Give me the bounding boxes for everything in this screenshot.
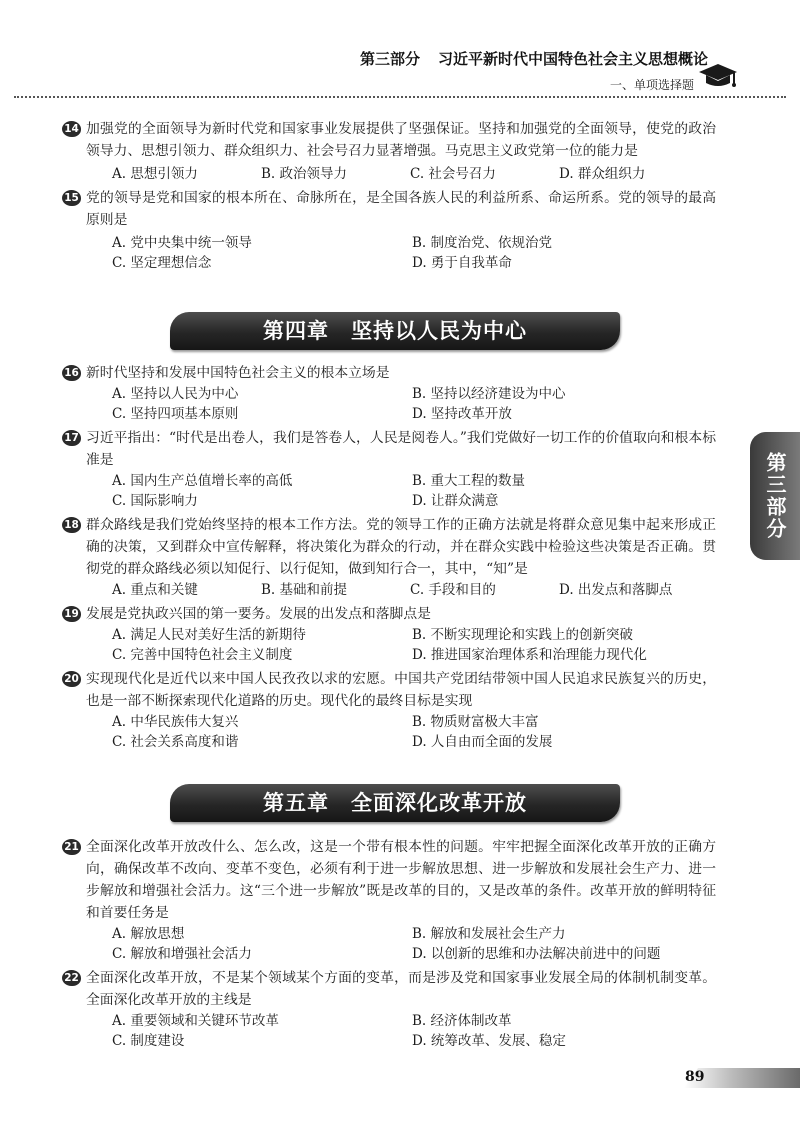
option-a[interactable]: A. 重要领域和关键环节改革 bbox=[112, 1013, 279, 1029]
graduation-cap-icon bbox=[698, 62, 738, 90]
header-title bbox=[360, 48, 708, 69]
question-text: 党的领导是党和国家的根本所在、命脉所在，是全国各族人民的利益所系、命运所系。党的领导的最高原则是 bbox=[86, 190, 716, 228]
chapter-label: 第五章 bbox=[263, 791, 329, 815]
option-b[interactable]: B. 重大工程的数量 bbox=[412, 473, 526, 489]
option-b[interactable]: B. 政治领导力 bbox=[261, 166, 348, 182]
option-d[interactable]: D. 以创新的思维和办法解决前进中的问题 bbox=[412, 946, 661, 962]
option-b[interactable]: B. 物质财富极大丰富 bbox=[412, 714, 539, 730]
option-c[interactable]: C. 国际影响力 bbox=[112, 493, 198, 509]
question-number-badge: 15 bbox=[62, 190, 81, 206]
option-c[interactable]: C. 坚定理想信念 bbox=[112, 255, 212, 271]
chapter-title: 全面深化改革开放 bbox=[351, 791, 527, 815]
option-a[interactable]: A. 国内生产总值增长率的高低 bbox=[112, 473, 293, 489]
option-d[interactable]: D. 群众组织力 bbox=[559, 166, 646, 182]
question-text: 发展是党执政兴国的第一要务。发展的出发点和落脚点是 bbox=[86, 606, 431, 622]
option-b[interactable]: B. 坚持以经济建设为中心 bbox=[412, 386, 566, 402]
question-text: 实现现代化是近代以来中国人民孜孜以求的宏愿。中国共产党团结带领中国人民追求民族复兴的历史，也是一部不断探索现代化道路的历史。现代化的最终目标是实现 bbox=[86, 671, 716, 709]
chapter-label: 第四章 bbox=[263, 319, 329, 343]
question-number-badge: 17 bbox=[62, 430, 81, 446]
question-19 bbox=[64, 603, 716, 665]
chapter-5-banner bbox=[170, 784, 620, 822]
option-a[interactable]: A. 重点和关键 bbox=[112, 582, 198, 598]
question-number-badge: 18 bbox=[62, 517, 81, 533]
option-c[interactable]: C. 解放和增强社会活力 bbox=[112, 946, 252, 962]
side-tab-part-three: 第三部分 bbox=[750, 432, 800, 560]
question-text: 加强党的全面领导为新时代党和国家事业发展提供了坚强保证。坚持和加强党的全面领导，使党的政治领导力、思想引领力、群众组织力、社会号召力显著增强。马克思主义政党第一位的能力是 bbox=[86, 121, 716, 159]
header-part: 第三部分 bbox=[359, 50, 420, 68]
option-d[interactable]: D. 出发点和落脚点 bbox=[559, 582, 673, 598]
question-block-3 bbox=[64, 836, 716, 1051]
option-a[interactable]: A. 满足人民对美好生活的新期待 bbox=[112, 627, 306, 643]
question-number-badge: 22 bbox=[62, 970, 81, 986]
option-b[interactable]: B. 基础和前提 bbox=[261, 582, 348, 598]
question-text: 全面深化改革开放，不是某个领域某个方面的变革，而是涉及党和国家事业发展全局的体制机制变革。全面深化改革开放的主线是 bbox=[86, 970, 716, 1008]
question-21 bbox=[64, 836, 716, 964]
section-title: 一、单项选择题 bbox=[609, 78, 694, 92]
option-c[interactable]: C. 坚持四项基本原则 bbox=[112, 406, 239, 422]
question-14 bbox=[64, 118, 716, 184]
option-d[interactable]: D. 勇于自我革命 bbox=[412, 255, 512, 271]
option-b[interactable]: B. 解放和发展社会生产力 bbox=[412, 926, 566, 942]
option-a[interactable]: A. 解放思想 bbox=[112, 926, 185, 942]
option-c[interactable]: C. 制度建设 bbox=[112, 1033, 185, 1049]
question-number-badge: 19 bbox=[62, 606, 81, 622]
option-a[interactable]: A. 思想引领力 bbox=[112, 166, 198, 182]
question-number-badge: 16 bbox=[62, 365, 81, 381]
option-a[interactable]: A. 中华民族伟大复兴 bbox=[112, 714, 239, 730]
question-text: 新时代坚持和发展中国特色社会主义的根本立场是 bbox=[86, 365, 390, 381]
option-d[interactable]: D. 统筹改革、发展、稳定 bbox=[412, 1033, 566, 1049]
question-number-badge: 20 bbox=[62, 671, 81, 687]
question-17 bbox=[64, 427, 716, 511]
question-20 bbox=[64, 668, 716, 752]
header-divider bbox=[14, 96, 786, 98]
question-18 bbox=[64, 514, 716, 600]
option-c[interactable]: C. 社会号召力 bbox=[410, 166, 496, 182]
option-a[interactable]: A. 党中央集中统一领导 bbox=[112, 235, 252, 251]
option-d[interactable]: D. 让群众满意 bbox=[412, 493, 499, 509]
option-c[interactable]: C. 社会关系高度和谐 bbox=[112, 734, 239, 750]
option-b[interactable]: B. 制度治党、依规治党 bbox=[412, 235, 553, 251]
question-text: 群众路线是我们党始终坚持的根本工作方法。党的领导工作的正确方法就是将群众意见集中起来形成正确的决策，又到群众中宣传解释，将决策化为群众的行动，并在群众实践中检验这些决策是否正确。贯彻党的群众路线必须以知促行、以行促知，做到知行合一，其中，“知”是 bbox=[86, 517, 716, 577]
question-22 bbox=[64, 967, 716, 1051]
question-block-2 bbox=[64, 362, 716, 752]
chapter-title: 坚持以人民为中心 bbox=[351, 319, 527, 343]
option-d[interactable]: D. 推进国家治理体系和治理能力现代化 bbox=[412, 647, 647, 663]
question-15 bbox=[64, 187, 716, 273]
option-b[interactable]: B. 不断实现理论和实践上的创新突破 bbox=[412, 627, 634, 643]
question-block-1 bbox=[64, 118, 716, 273]
question-16 bbox=[64, 362, 716, 424]
option-d[interactable]: D. 坚持改革开放 bbox=[412, 406, 512, 422]
question-text: 全面深化改革开放改什么、怎么改，这是一个带有根本性的问题。牢牢把握全面深化改革开放的正确方向，确保改革不改向、变革不变色，必须有利于进一步解放思想、进一步解放和发展社会生产力、进一步解放和增强社会活力。这“三个进一步解放”既是改革的目的，又是改革的条件。改革开放的鲜明特征和首要任务是 bbox=[86, 839, 716, 921]
option-a[interactable]: A. 坚持以人民为中心 bbox=[112, 386, 239, 402]
question-number-badge: 21 bbox=[62, 839, 81, 855]
book-title: 习近平新时代中国特色社会主义思想概论 bbox=[437, 50, 708, 68]
question-number-badge: 14 bbox=[62, 121, 81, 137]
option-d[interactable]: D. 人自由而全面的发展 bbox=[412, 734, 553, 750]
option-c[interactable]: C. 手段和目的 bbox=[410, 582, 496, 598]
option-b[interactable]: B. 经济体制改革 bbox=[412, 1013, 512, 1029]
option-c[interactable]: C. 完善中国特色社会主义制度 bbox=[112, 647, 293, 663]
chapter-4-banner bbox=[170, 312, 620, 350]
page-number: 89 bbox=[685, 1069, 705, 1085]
question-text: 习近平指出：“时代是出卷人，我们是答卷人，人民是阅卷人。”我们党做好一切工作的价值取向和根本标准是 bbox=[86, 430, 716, 468]
